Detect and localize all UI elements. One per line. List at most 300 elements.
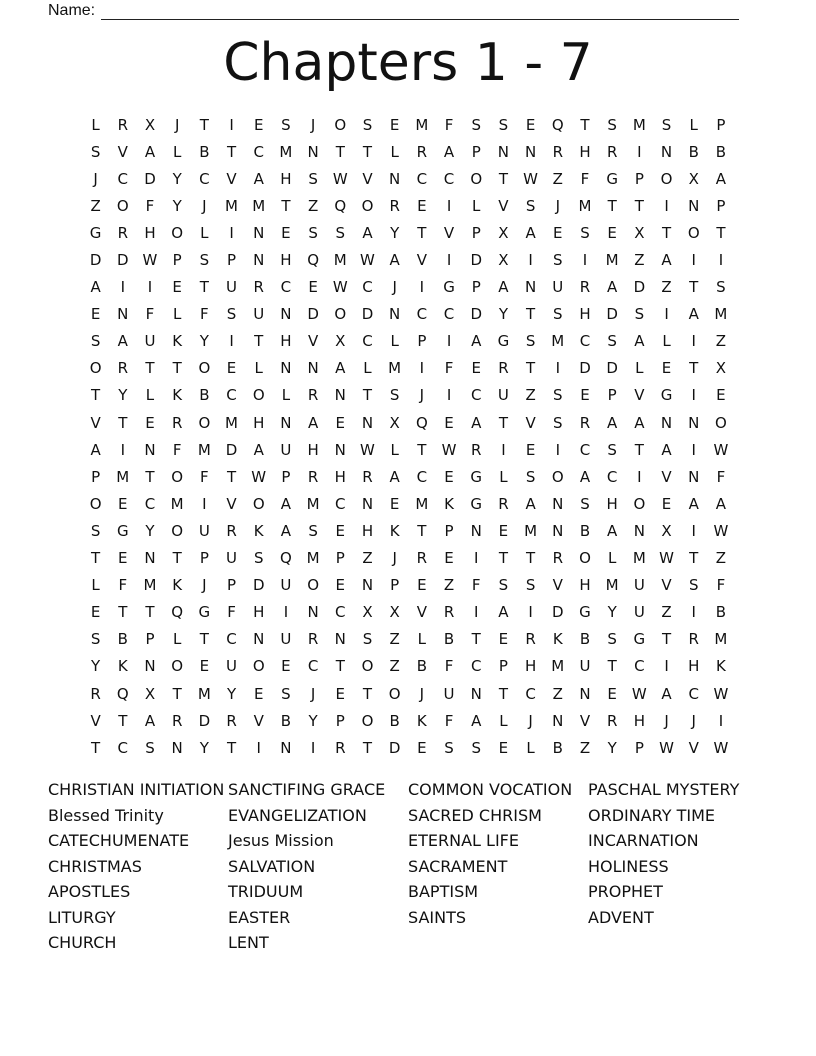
grid-letter[interactable]: E: [525, 440, 536, 459]
grid-letter[interactable]: M: [306, 494, 320, 513]
grid-letter[interactable]: I: [718, 251, 724, 270]
grid-letter[interactable]: X: [661, 521, 672, 540]
grid-letter[interactable]: E: [498, 630, 509, 649]
grid-letter[interactable]: X: [498, 251, 509, 270]
grid-letter[interactable]: M: [225, 196, 238, 215]
grid-letter[interactable]: A: [634, 332, 645, 351]
grid-letter[interactable]: T: [689, 549, 699, 568]
grid-letter[interactable]: I: [446, 251, 452, 270]
grid-letter[interactable]: F: [200, 305, 209, 324]
grid-letter[interactable]: A: [498, 278, 509, 297]
grid-letter[interactable]: N: [280, 305, 292, 324]
grid-letter[interactable]: W: [631, 684, 647, 703]
grid-letter[interactable]: T: [526, 359, 536, 378]
grid-letter[interactable]: E: [226, 359, 237, 378]
grid-letter[interactable]: E: [553, 223, 563, 242]
grid-letter[interactable]: J: [202, 576, 207, 595]
grid-letter[interactable]: R: [498, 494, 509, 513]
grid-letter[interactable]: U: [280, 440, 292, 459]
grid-letter[interactable]: B: [199, 142, 210, 161]
grid-letter[interactable]: J: [310, 684, 316, 703]
grid-letter[interactable]: D: [361, 305, 374, 324]
grid-letter[interactable]: F: [118, 576, 128, 595]
grid-letter[interactable]: E: [90, 603, 101, 622]
grid-letter[interactable]: E: [281, 223, 291, 242]
grid-letter[interactable]: S: [145, 738, 155, 757]
grid-letter[interactable]: G: [198, 603, 211, 622]
grid-letter[interactable]: A: [280, 521, 292, 540]
grid-letter[interactable]: N: [171, 738, 183, 757]
grid-letter[interactable]: O: [361, 711, 374, 730]
grid-letter[interactable]: E: [335, 684, 346, 703]
grid-letter[interactable]: G: [606, 169, 618, 188]
grid-letter[interactable]: A: [715, 494, 727, 513]
grid-letter[interactable]: Q: [280, 549, 292, 568]
grid-letter[interactable]: E: [607, 684, 617, 703]
grid-letter[interactable]: T: [335, 142, 345, 161]
grid-letter[interactable]: D: [552, 603, 564, 622]
grid-letter[interactable]: L: [526, 738, 535, 757]
grid-letter[interactable]: B: [443, 630, 455, 649]
grid-letter[interactable]: G: [579, 603, 591, 622]
grid-letter[interactable]: A: [443, 142, 455, 161]
grid-letter[interactable]: A: [389, 251, 400, 270]
grid-letter[interactable]: T: [580, 115, 590, 134]
grid-letter[interactable]: U: [497, 386, 509, 405]
grid-letter[interactable]: I: [528, 603, 533, 622]
grid-letter[interactable]: L: [91, 576, 100, 595]
grid-letter[interactable]: F: [444, 359, 454, 378]
grid-letter[interactable]: M: [415, 115, 429, 134]
grid-letter[interactable]: Y: [607, 603, 617, 622]
grid-letter[interactable]: M: [279, 142, 293, 161]
grid-letter[interactable]: C: [634, 657, 645, 676]
grid-letter[interactable]: V: [443, 223, 455, 242]
grid-letter[interactable]: A: [471, 413, 482, 432]
grid-letter[interactable]: W: [251, 467, 267, 486]
grid-letter[interactable]: M: [306, 549, 320, 568]
grid-letter[interactable]: T: [145, 359, 155, 378]
grid-letter[interactable]: S: [362, 115, 373, 134]
grid-letter[interactable]: D: [388, 738, 401, 757]
grid-letter[interactable]: S: [525, 332, 536, 351]
grid-letter[interactable]: W: [713, 684, 729, 703]
grid-letter[interactable]: F: [444, 657, 454, 676]
grid-letter[interactable]: V: [117, 142, 128, 161]
grid-letter[interactable]: P: [471, 223, 481, 242]
grid-letter[interactable]: T: [118, 413, 128, 432]
grid-letter[interactable]: U: [633, 603, 645, 622]
grid-letter[interactable]: R: [552, 549, 563, 568]
grid-letter[interactable]: X: [389, 603, 400, 622]
grid-letter[interactable]: D: [307, 305, 319, 324]
grid-letter[interactable]: P: [172, 251, 182, 270]
grid-letter[interactable]: C: [416, 467, 428, 486]
grid-letter[interactable]: S: [308, 521, 318, 540]
grid-letter[interactable]: W: [659, 738, 674, 757]
grid-letter[interactable]: T: [362, 738, 373, 757]
grid-letter[interactable]: V: [226, 169, 237, 188]
grid-letter[interactable]: U: [579, 657, 591, 676]
grid-letter[interactable]: I: [528, 251, 533, 270]
grid-letter[interactable]: D: [606, 359, 618, 378]
grid-letter[interactable]: M: [632, 549, 646, 568]
grid-letter[interactable]: N: [253, 223, 265, 242]
grid-letter[interactable]: S: [199, 251, 210, 270]
grid-letter[interactable]: T: [498, 169, 508, 188]
grid-letter[interactable]: X: [144, 684, 156, 703]
grid-letter[interactable]: S: [281, 115, 291, 134]
grid-letter[interactable]: R: [117, 115, 128, 134]
grid-letter[interactable]: B: [199, 386, 210, 405]
grid-letter[interactable]: P: [471, 142, 481, 161]
grid-letter[interactable]: P: [444, 521, 454, 540]
grid-letter[interactable]: U: [552, 278, 564, 297]
grid-letter[interactable]: V: [416, 251, 427, 270]
grid-letter[interactable]: T: [417, 440, 427, 459]
grid-letter[interactable]: U: [633, 576, 645, 595]
grid-letter[interactable]: I: [664, 657, 669, 676]
grid-letter[interactable]: T: [471, 630, 481, 649]
grid-letter[interactable]: X: [362, 603, 373, 622]
grid-letter[interactable]: C: [144, 494, 156, 513]
grid-letter[interactable]: J: [691, 711, 696, 730]
grid-letter[interactable]: C: [362, 278, 373, 297]
grid-letter[interactable]: X: [144, 115, 156, 134]
grid-letter[interactable]: W: [713, 440, 729, 459]
grid-letter[interactable]: N: [389, 169, 401, 188]
grid-letter[interactable]: M: [551, 332, 565, 351]
grid-letter[interactable]: W: [523, 169, 539, 188]
grid-letter[interactable]: Z: [661, 278, 672, 297]
grid-letter[interactable]: T: [634, 440, 644, 459]
grid-letter[interactable]: Q: [171, 603, 184, 622]
grid-letter[interactable]: V: [498, 196, 509, 215]
grid-letter[interactable]: V: [552, 576, 563, 595]
grid-letter[interactable]: L: [390, 440, 399, 459]
grid-letter[interactable]: R: [606, 142, 618, 161]
grid-letter[interactable]: I: [637, 467, 642, 486]
grid-letter[interactable]: H: [280, 169, 292, 188]
grid-letter[interactable]: O: [687, 223, 700, 242]
grid-letter[interactable]: F: [172, 440, 182, 459]
grid-letter[interactable]: S: [607, 332, 617, 351]
grid-letter[interactable]: E: [661, 494, 672, 513]
grid-letter[interactable]: T: [199, 115, 209, 134]
grid-letter[interactable]: M: [388, 359, 402, 378]
grid-letter[interactable]: P: [199, 549, 209, 568]
grid-letter[interactable]: F: [200, 467, 209, 486]
grid-letter[interactable]: Y: [172, 196, 182, 215]
grid-letter[interactable]: T: [172, 359, 182, 378]
grid-letter[interactable]: S: [498, 576, 509, 595]
grid-letter[interactable]: D: [198, 711, 211, 730]
grid-letter[interactable]: E: [253, 115, 264, 134]
grid-letter[interactable]: J: [93, 169, 98, 188]
grid-letter[interactable]: G: [497, 332, 510, 351]
grid-letter[interactable]: E: [335, 413, 346, 432]
grid-letter[interactable]: N: [307, 359, 319, 378]
grid-letter[interactable]: E: [172, 278, 182, 297]
grid-letter[interactable]: I: [691, 386, 696, 405]
grid-letter[interactable]: F: [471, 576, 481, 595]
grid-letter[interactable]: X: [634, 223, 645, 242]
grid-letter[interactable]: D: [225, 440, 238, 459]
grid-letter[interactable]: H: [524, 657, 537, 676]
grid-letter[interactable]: O: [361, 657, 374, 676]
grid-letter[interactable]: G: [470, 494, 483, 513]
grid-letter[interactable]: R: [307, 386, 319, 405]
grid-letter[interactable]: T: [172, 684, 182, 703]
grid-letter[interactable]: E: [199, 657, 210, 676]
grid-letter[interactable]: J: [664, 711, 669, 730]
grid-letter[interactable]: O: [116, 196, 129, 215]
grid-letter[interactable]: I: [229, 223, 234, 242]
grid-letter[interactable]: N: [361, 494, 374, 513]
grid-letter[interactable]: A: [307, 413, 319, 432]
grid-letter[interactable]: S: [607, 115, 617, 134]
grid-letter[interactable]: K: [117, 657, 128, 676]
grid-letter[interactable]: B: [688, 142, 699, 161]
grid-letter[interactable]: E: [145, 413, 155, 432]
grid-letter[interactable]: C: [525, 684, 536, 703]
grid-letter[interactable]: V: [307, 332, 319, 351]
grid-letter[interactable]: I: [501, 440, 506, 459]
grid-letter[interactable]: N: [280, 359, 292, 378]
grid-letter[interactable]: Y: [607, 738, 617, 757]
grid-letter[interactable]: A: [362, 223, 373, 242]
grid-letter[interactable]: H: [361, 521, 374, 540]
grid-letter[interactable]: Z: [362, 549, 373, 568]
grid-letter[interactable]: L: [172, 630, 182, 649]
grid-letter[interactable]: R: [416, 142, 428, 161]
grid-letter[interactable]: N: [389, 305, 401, 324]
grid-letter[interactable]: T: [335, 657, 345, 676]
grid-letter[interactable]: Z: [525, 386, 536, 405]
grid-letter[interactable]: M: [551, 657, 565, 676]
grid-letter[interactable]: J: [202, 196, 207, 215]
grid-letter[interactable]: M: [143, 576, 157, 595]
grid-letter[interactable]: J: [419, 684, 425, 703]
grid-letter[interactable]: A: [335, 359, 346, 378]
grid-letter[interactable]: E: [580, 386, 590, 405]
grid-letter[interactable]: Y: [172, 169, 182, 188]
grid-letter[interactable]: T: [498, 684, 508, 703]
grid-letter[interactable]: S: [90, 630, 101, 649]
grid-letter[interactable]: M: [714, 305, 728, 324]
grid-letter[interactable]: T: [417, 223, 427, 242]
grid-letter[interactable]: N: [660, 142, 673, 161]
grid-letter[interactable]: A: [525, 494, 536, 513]
grid-letter[interactable]: L: [472, 196, 481, 215]
grid-letter[interactable]: P: [417, 332, 427, 351]
grid-letter[interactable]: G: [116, 521, 129, 540]
grid-letter[interactable]: T: [526, 305, 536, 324]
grid-letter[interactable]: N: [633, 521, 645, 540]
grid-letter[interactable]: H: [253, 603, 265, 622]
grid-letter[interactable]: G: [633, 630, 646, 649]
grid-letter[interactable]: E: [525, 115, 536, 134]
grid-letter[interactable]: Y: [226, 684, 237, 703]
grid-letter[interactable]: I: [691, 332, 696, 351]
grid-letter[interactable]: A: [144, 142, 156, 161]
grid-letter[interactable]: E: [417, 576, 427, 595]
grid-letter[interactable]: S: [580, 494, 590, 513]
grid-letter[interactable]: S: [444, 738, 454, 757]
grid-letter[interactable]: Y: [199, 738, 209, 757]
grid-letter[interactable]: L: [172, 305, 182, 324]
grid-letter[interactable]: Y: [118, 386, 128, 405]
grid-letter[interactable]: P: [716, 115, 726, 134]
grid-letter[interactable]: C: [579, 440, 591, 459]
grid-letter[interactable]: T: [498, 413, 508, 432]
grid-letter[interactable]: S: [553, 305, 563, 324]
grid-letter[interactable]: F: [716, 467, 726, 486]
grid-letter[interactable]: F: [716, 576, 726, 595]
grid-letter[interactable]: V: [661, 467, 672, 486]
grid-letter[interactable]: T: [526, 549, 536, 568]
grid-letter[interactable]: T: [91, 549, 101, 568]
grid-letter[interactable]: T: [145, 467, 155, 486]
grid-letter[interactable]: O: [633, 494, 646, 513]
grid-letter[interactable]: U: [443, 684, 455, 703]
grid-letter[interactable]: V: [90, 413, 101, 432]
grid-letter[interactable]: X: [498, 223, 509, 242]
grid-letter[interactable]: U: [198, 521, 210, 540]
grid-letter[interactable]: N: [579, 684, 591, 703]
grid-letter[interactable]: D: [633, 278, 646, 297]
grid-letter[interactable]: E: [389, 115, 400, 134]
grid-letter[interactable]: E: [281, 657, 291, 676]
grid-letter[interactable]: A: [253, 440, 264, 459]
grid-letter[interactable]: T: [362, 684, 373, 703]
grid-letter[interactable]: I: [229, 115, 234, 134]
grid-letter[interactable]: O: [334, 115, 347, 134]
grid-letter[interactable]: Q: [334, 196, 347, 215]
grid-letter[interactable]: H: [579, 142, 591, 161]
grid-letter[interactable]: J: [392, 549, 397, 568]
grid-letter[interactable]: D: [579, 359, 591, 378]
grid-letter[interactable]: G: [660, 386, 673, 405]
grid-letter[interactable]: E: [253, 684, 264, 703]
grid-letter[interactable]: A: [607, 278, 618, 297]
grid-letter[interactable]: I: [691, 440, 696, 459]
grid-letter[interactable]: U: [280, 576, 292, 595]
grid-letter[interactable]: R: [90, 684, 101, 703]
grid-letter[interactable]: S: [281, 684, 291, 703]
grid-letter[interactable]: S: [525, 196, 536, 215]
grid-letter[interactable]: G: [89, 223, 102, 242]
grid-letter[interactable]: F: [580, 169, 590, 188]
grid-letter[interactable]: C: [335, 603, 346, 622]
grid-letter[interactable]: S: [607, 440, 617, 459]
grid-letter[interactable]: R: [606, 711, 618, 730]
grid-letter[interactable]: R: [416, 549, 428, 568]
grid-letter[interactable]: S: [253, 549, 264, 568]
grid-letter[interactable]: O: [388, 684, 401, 703]
grid-letter[interactable]: R: [117, 359, 128, 378]
grid-letter[interactable]: N: [524, 142, 537, 161]
grid-letter[interactable]: K: [253, 521, 264, 540]
grid-letter[interactable]: X: [688, 169, 699, 188]
grid-letter[interactable]: J: [310, 115, 316, 134]
grid-letter[interactable]: Z: [90, 196, 101, 215]
grid-letter[interactable]: S: [90, 332, 101, 351]
grid-letter[interactable]: E: [607, 223, 617, 242]
name-blank-line[interactable]: [101, 5, 739, 20]
grid-letter[interactable]: C: [117, 738, 129, 757]
grid-letter[interactable]: N: [524, 278, 537, 297]
grid-letter[interactable]: H: [253, 413, 265, 432]
grid-letter[interactable]: T: [716, 223, 726, 242]
grid-letter[interactable]: P: [227, 251, 237, 270]
grid-letter[interactable]: K: [172, 332, 183, 351]
grid-letter[interactable]: D: [470, 251, 482, 270]
grid-letter[interactable]: L: [91, 115, 100, 134]
grid-letter[interactable]: M: [225, 413, 238, 432]
grid-letter[interactable]: W: [332, 278, 348, 297]
grid-letter[interactable]: S: [226, 305, 237, 324]
grid-letter[interactable]: O: [171, 521, 184, 540]
grid-letter[interactable]: P: [91, 467, 101, 486]
grid-letter[interactable]: Z: [307, 196, 319, 215]
grid-letter[interactable]: A: [715, 169, 727, 188]
grid-letter[interactable]: L: [607, 549, 617, 568]
grid-letter[interactable]: Y: [308, 711, 318, 730]
grid-letter[interactable]: C: [253, 142, 264, 161]
grid-letter[interactable]: I: [474, 549, 479, 568]
grid-letter[interactable]: M: [197, 440, 211, 459]
grid-letter[interactable]: A: [607, 413, 618, 432]
grid-letter[interactable]: I: [419, 278, 425, 297]
grid-letter[interactable]: B: [552, 738, 563, 757]
grid-letter[interactable]: T: [226, 142, 237, 161]
grid-letter[interactable]: R: [579, 413, 591, 432]
grid-letter[interactable]: P: [145, 630, 155, 649]
grid-letter[interactable]: E: [498, 521, 509, 540]
grid-letter[interactable]: N: [552, 711, 564, 730]
grid-letter[interactable]: V: [634, 386, 645, 405]
grid-letter[interactable]: P: [471, 278, 481, 297]
grid-letter[interactable]: N: [552, 521, 564, 540]
grid-letter[interactable]: N: [361, 413, 374, 432]
grid-letter[interactable]: M: [714, 630, 728, 649]
grid-letter[interactable]: U: [280, 630, 292, 649]
grid-letter[interactable]: L: [390, 332, 399, 351]
grid-letter[interactable]: V: [416, 603, 427, 622]
grid-letter[interactable]: S: [634, 305, 645, 324]
grid-letter[interactable]: S: [580, 223, 590, 242]
grid-letter[interactable]: X: [389, 413, 400, 432]
grid-letter[interactable]: S: [525, 467, 536, 486]
grid-letter[interactable]: Z: [715, 549, 727, 568]
grid-letter[interactable]: I: [718, 711, 724, 730]
grid-letter[interactable]: L: [635, 359, 644, 378]
grid-letter[interactable]: J: [392, 278, 397, 297]
grid-letter[interactable]: F: [444, 115, 454, 134]
grid-letter[interactable]: S: [335, 223, 346, 242]
grid-letter[interactable]: M: [333, 251, 347, 270]
grid-letter[interactable]: I: [202, 494, 207, 513]
grid-letter[interactable]: O: [198, 413, 211, 432]
grid-letter[interactable]: I: [664, 196, 669, 215]
grid-letter[interactable]: A: [389, 467, 400, 486]
grid-letter[interactable]: H: [633, 711, 645, 730]
grid-letter[interactable]: R: [389, 196, 400, 215]
grid-letter[interactable]: M: [524, 521, 538, 540]
grid-letter[interactable]: A: [661, 684, 672, 703]
grid-letter[interactable]: O: [89, 359, 102, 378]
